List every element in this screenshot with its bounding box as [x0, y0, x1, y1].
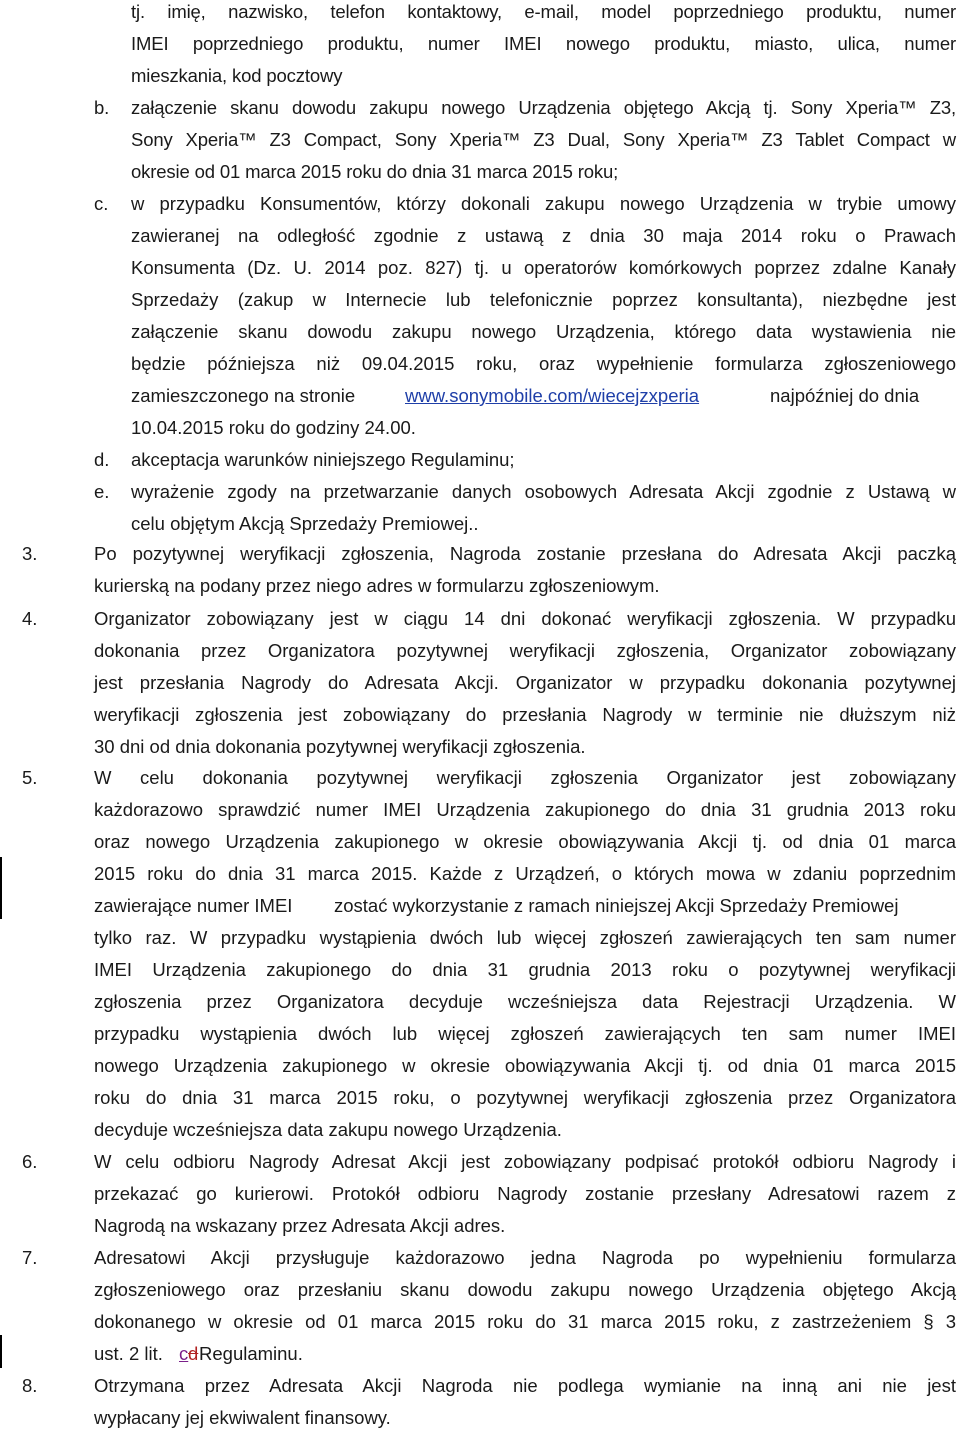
item-7-number: 7. — [22, 1247, 38, 1268]
sub-item-d-line-1: akceptacja warunków niniejszego Regulaminu; — [131, 449, 515, 470]
item-3-number: 3. — [22, 543, 38, 564]
sub-item-c-line-2: zawieranej na odległość zgodnie z ustawą z dnia 30 maja 2014 roku o Prawach — [131, 225, 956, 246]
list-item — [0, 858, 960, 890]
sub-item-b-line-2: Sony Xperia™ Z3 Compact, Sony Xperia™ Z3 Dual, Sony Xperia™ Z3 Tablet Compact w — [131, 129, 956, 150]
sub-item-e-marker: e. — [94, 481, 110, 502]
item-3-line-2: kurierską na podany przez niego adres w formularzu zgłoszeniowym. — [94, 575, 660, 596]
list-item — [0, 1114, 960, 1146]
sub-item-e-line-2: celu objętym Akcją Sprzedaży Premiowej.. — [131, 513, 479, 534]
list-item — [0, 28, 960, 60]
list-item — [0, 1274, 960, 1306]
list-item — [0, 316, 960, 348]
sub-item-b-line-3: okresie od 01 marca 2015 roku do dnia 31 marca 2015 roku; — [131, 161, 619, 182]
list-item — [0, 986, 960, 1018]
list-item — [0, 1306, 960, 1338]
list-item — [0, 1050, 960, 1082]
item-4-line-2: dokonania przez Organizatora pozytywnej weryfikacji zgłoszenia, Organizator zobowiązany — [94, 640, 956, 661]
item-7-tracked-after: Regulaminu. — [199, 1343, 303, 1364]
list-item — [0, 1082, 960, 1114]
item-5-line-7: IMEI Urządzenia zakupionego do dnia 31 grudnia 2013 roku o pozytywnej weryfikacji — [94, 959, 956, 980]
item-7-line-2: zgłoszeniowego oraz przesłaniu skanu dowodu zakupu nowego Urządzenia objętego Akcją — [94, 1279, 956, 1300]
list-item — [0, 444, 960, 476]
list-item — [0, 603, 960, 635]
item-7-tracked-delete: d — [188, 1343, 199, 1364]
sub-item-c-line-3: Konsumenta (Dz. U. 2014 poz. 827) tj. u operatorów komórkowych poprzez zdalne Kanały — [131, 257, 956, 278]
sub-item-c-marker: c. — [94, 193, 109, 214]
list-item — [0, 538, 960, 570]
item-8-line-1: Otrzymana przez Adresata Akcji Nagroda nie podlega wymianie na inną ani nie jest — [94, 1375, 956, 1396]
list-item — [0, 826, 960, 858]
list-item — [0, 1338, 960, 1370]
item-5-line-11: roku do dnia 31 marca 2015 roku, o pozytywnej weryfikacji zgłoszenia przez Organizatora — [94, 1087, 956, 1108]
sub-item-b-marker: b. — [94, 97, 110, 118]
item-7-line-1: Adresatowi Akcji przysługuje każdorazowo jedna Nagroda po wypełnieniu formularza — [94, 1247, 956, 1268]
item-5-line-10: nowego Urządzenia zakupionego w okresie obowiązywania Akcji tj. od dnia 01 marca 2015 — [94, 1055, 956, 1076]
list-item — [0, 1242, 960, 1274]
list-item — [0, 731, 960, 763]
list-item — [0, 348, 960, 380]
item-8-number: 8. — [22, 1375, 38, 1396]
change-bar — [0, 857, 2, 919]
list-item — [0, 1018, 960, 1050]
sub-item-a-line-3: mieszkania, kod pocztowy — [131, 65, 343, 86]
item-5-line-4: 2015 roku do dnia 31 marca 2015. Każde z Urządzeń, o których mowa w zdaniu poprzednim — [94, 863, 956, 884]
item-5-line-2: każdorazowo sprawdzić numer IMEI Urządzenia zakupionego do dnia 31 grudnia 2013 roku — [94, 799, 956, 820]
list-item — [0, 954, 960, 986]
sub-item-c-line-4: Sprzedaży (zakup w Internecie lub telefonicznie poprzez konsultanta), niezbędne jest — [131, 289, 956, 310]
sub-item-a-line-2: IMEI poprzedniego produktu, numer IMEI nowego produktu, miasto, ulica, numer — [131, 33, 956, 54]
list-item — [0, 380, 960, 412]
change-bar — [0, 1335, 2, 1368]
item-6-number: 6. — [22, 1151, 38, 1172]
item-5-line-1: W celu dokonania pozytywnej weryfikacji zgłoszenia Organizator jest zobowiązany — [94, 767, 956, 788]
list-item — [0, 794, 960, 826]
list-item — [0, 1402, 960, 1434]
item-4-line-4: weryfikacji zgłoszenia jest zobowiązany do przesłania Nagrody w terminie nie dłuższym niż — [94, 704, 956, 725]
list-item — [0, 1178, 960, 1210]
sub-item-e-line-1: wyrażenie zgody na przetwarzanie danych osobowych Adresata Akcji zgodnie z Ustawą w — [131, 481, 956, 502]
item-7-tracked-insert: c — [179, 1343, 189, 1364]
sub-item-a-line-1: tj. imię, nazwisko, telefon kontaktowy, e-mail, model poprzedniego produktu, numer — [131, 1, 956, 22]
list-item — [0, 476, 960, 508]
sub-item-c-line-6: będzie późniejsza niż 09.04.2015 roku, oraz wypełnienie formularza zgłoszeniowego — [131, 353, 956, 374]
item-8-line-2: wypłacany jej ekwiwalent finansowy. — [94, 1407, 391, 1428]
list-item — [0, 252, 960, 284]
sub-item-c-link-line-before: zamieszczonego na stronie — [131, 385, 356, 406]
sonymobile-link[interactable]: www.sonymobile.com/wiecejzxperia — [405, 385, 700, 406]
list-item — [0, 156, 960, 188]
item-4-number: 4. — [22, 608, 38, 629]
sub-item-c-link-line-after: najpóźniej do dnia — [770, 385, 920, 406]
list-item — [0, 762, 960, 794]
item-7-tracked-before: ust. 2 lit. — [94, 1343, 163, 1364]
item-3-line-1: Po pozytywnej weryfikacji zgłoszenia, Nagroda zostanie przesłana do Adresata Akcji paczką — [94, 543, 956, 564]
list-item — [0, 220, 960, 252]
sub-item-c-line-1: w przypadku Konsumentów, którzy dokonali zakupu nowego Urządzenia w trybie umowy — [131, 193, 956, 214]
item-5-number: 5. — [22, 767, 38, 788]
item-6-line-2: przekazać go kurierowi. Protokół odbioru Nagrody zostanie przesłany Adresatowi razem z — [94, 1183, 956, 1204]
list-item — [0, 0, 960, 28]
item-4-line-3: jest przesłania Nagrody do Adresata Akcji. Organizator w przypadku dokonania pozytywnej — [94, 672, 956, 693]
sub-item-b-line-1: załączenie skanu dowodu zakupu nowego Urządzenia objętego Akcją tj. Sony Xperia™ Z3, — [131, 97, 956, 118]
item-6-line-3: Nagrodą na wskazany przez Adresata Akcji adres. — [94, 1215, 506, 1236]
list-item — [0, 508, 960, 540]
list-item — [0, 1146, 960, 1178]
item-5-line-3: oraz nowego Urządzenia zakupionego w okresie obowiązywania Akcji tj. od dnia 01 marca — [94, 831, 956, 852]
item-6-line-1: W celu odbioru Nagrody Adresat Akcji jest zobowiązany podpisać protokół odbioru Nagrody i — [94, 1151, 956, 1172]
item-4-line-1: Organizator zobowiązany jest w ciągu 14 dni dokonać weryfikacji zgłoszenia. W przypadku — [94, 608, 956, 629]
list-item — [0, 570, 960, 602]
sub-item-c-line-last: 10.04.2015 roku do godziny 24.00. — [131, 417, 416, 438]
list-item — [0, 284, 960, 316]
item-5-line-12: decyduje wcześniejsza data zakupu nowego Urządzenia. — [94, 1119, 562, 1140]
item-5-tracked-after: zostać wykorzystanie z ramach niniejszej Akcji Sprzedaży Premiowej — [334, 895, 899, 916]
item-5-line-6: tylko raz. W przypadku wystąpienia dwóch lub więcej zgłoszeń zawierających ten sam numer — [94, 927, 956, 948]
list-item — [0, 699, 960, 731]
list-item — [0, 124, 960, 156]
item-5-line-8: zgłoszenia przez Organizatora decyduje wcześniejsza data Rejestracji Urządzenia. W — [94, 991, 956, 1012]
list-item — [0, 667, 960, 699]
item-4-line-5: 30 dni od dnia dokonania pozytywnej weryfikacji zgłoszenia. — [94, 736, 586, 757]
list-item — [0, 1370, 960, 1402]
list-item — [0, 890, 960, 922]
item-7-line-3: dokonanego w okresie od 01 marca 2015 roku do 31 marca 2015 roku, z zastrzeżeniem § 3 — [94, 1311, 956, 1332]
sub-item-d-marker: d. — [94, 449, 110, 470]
list-item — [0, 60, 960, 92]
sub-item-c-line-5: załączenie skanu dowodu zakupu nowego Urządzenia, którego data wystawienia nie — [131, 321, 956, 342]
item-5-tracked-before: zawierające numer IMEI — [94, 895, 293, 916]
item-5-line-9: przypadku wystąpienia dwóch lub więcej zgłoszeń zawierających ten sam numer IMEI — [94, 1023, 956, 1044]
list-item — [0, 922, 960, 954]
list-item — [0, 1210, 960, 1242]
list-item — [0, 188, 960, 220]
list-item — [0, 635, 960, 667]
list-item — [0, 92, 960, 124]
list-item — [0, 412, 960, 444]
